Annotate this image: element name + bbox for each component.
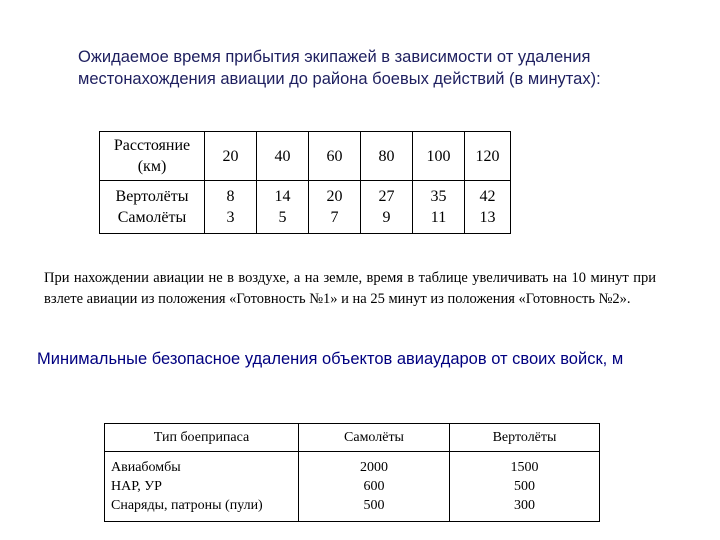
planes-header-cell: Самолёты: [299, 424, 450, 452]
table-row: [105, 424, 600, 452]
distance-cell: 80: [361, 132, 413, 181]
arrival-time-table: [99, 131, 511, 234]
planes-label: Самолёты: [117, 209, 187, 226]
heading-arrival-time: Ожидаемое время прибытия экипажей в зависимости от удаления местонахождения авиации до района боевых действий (в минутах):: [78, 48, 601, 88]
time-cell: 20 7: [309, 181, 361, 234]
heading-safe-distance: Минимальные безопасное удаления объектов авиаударов от своих войск, м: [37, 350, 624, 368]
helicopters-label: Вертолёты: [115, 188, 189, 205]
aircraft-label-cell: [100, 181, 205, 234]
helicopters-header-cell: Вертолёты: [450, 424, 600, 452]
time-cell: 8 3: [205, 181, 257, 234]
helicopters-distance-cell: 1500 500 300: [450, 452, 600, 522]
ammo-type-cell: Авиабомбы НАР, УР Снаряды, патроны (пули): [105, 452, 299, 522]
time-cell: 35 11: [413, 181, 465, 234]
distance-cell: 40: [257, 132, 309, 181]
table-row: [100, 181, 511, 234]
table-row: [100, 132, 511, 181]
safe-distance-table: [104, 423, 600, 522]
time-cell: 27 9: [361, 181, 413, 234]
type-header-cell: Тип боеприпаса: [105, 424, 299, 452]
table-row: [105, 452, 600, 522]
distance-cell: 100: [413, 132, 465, 181]
planes-distance-cell: 2000 600 500: [299, 452, 450, 522]
distance-cell: 60: [309, 132, 361, 181]
distance-cell: 120: [465, 132, 511, 181]
distance-header-cell: Расстояние (км): [100, 132, 205, 181]
time-cell: 42 13: [465, 181, 511, 234]
note-paragraph: При нахождении авиации не в воздухе, а на земле, время в таблице увеличивать на 10 минут при взлете авиации из положения «Готовность №1» и на 25 минут из положения «Готовность №2».: [44, 270, 656, 307]
time-cell: 14 5: [257, 181, 309, 234]
distance-cell: 20: [205, 132, 257, 181]
